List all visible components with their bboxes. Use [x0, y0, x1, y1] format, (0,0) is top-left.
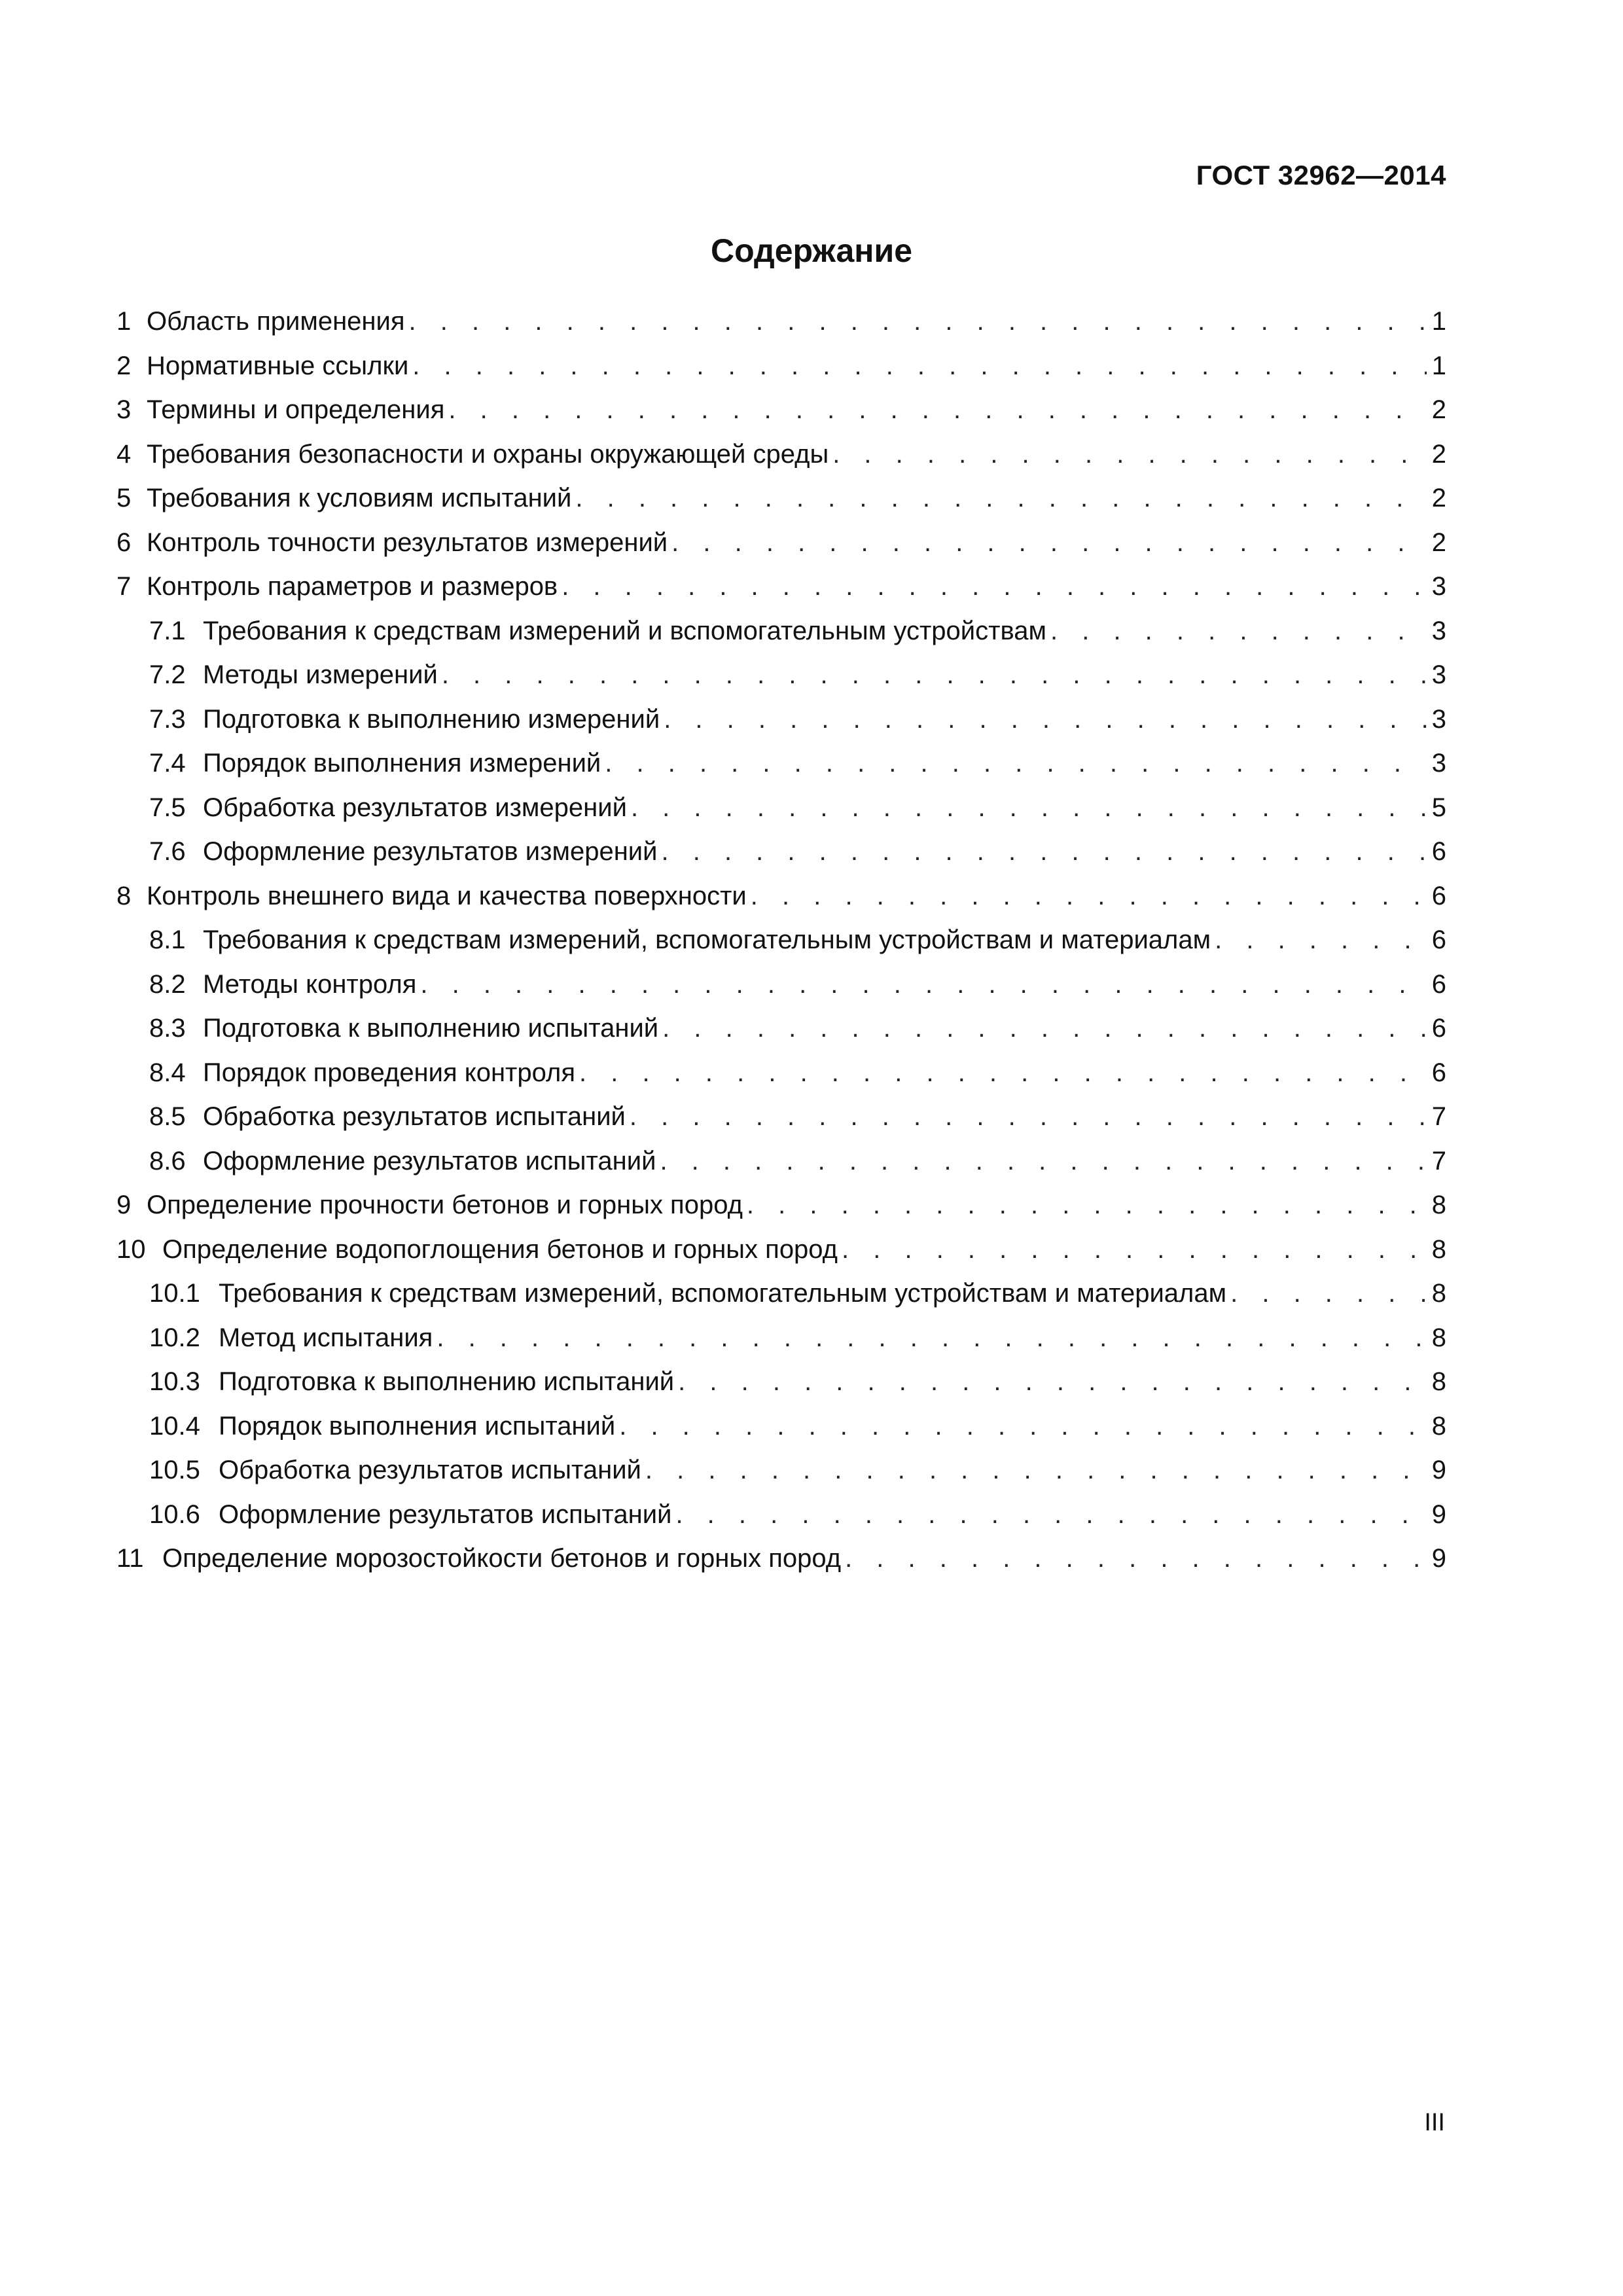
toc-entry-number: 8.4: [149, 1058, 186, 1087]
toc-dot-leader: [409, 300, 1427, 344]
toc-entry-number: 10.1: [149, 1279, 200, 1308]
toc-dot-leader: [448, 388, 1427, 433]
toc-entry-page: 7: [1431, 1146, 1446, 1175]
toc-entry-number: 7.6: [149, 837, 186, 866]
toc-entry-title: Обработка результатов испытаний: [203, 1102, 626, 1131]
toc-entry-number: 7: [116, 572, 132, 601]
toc-dot-leader: [631, 786, 1427, 831]
toc-dot-leader: [437, 1316, 1427, 1361]
toc-entry-title: Методы контроля: [203, 969, 417, 999]
toc-entry-title: Оформление результатов испытаний: [203, 1146, 656, 1175]
toc-entry[interactable]: [116, 1316, 1446, 1361]
toc-entry[interactable]: [116, 1360, 1446, 1405]
toc-entry-page: 3: [1431, 749, 1446, 778]
toc-entry[interactable]: [116, 609, 1446, 654]
toc-dot-leader: [605, 742, 1427, 786]
toc-entry[interactable]: [116, 344, 1446, 389]
toc-entry[interactable]: [116, 433, 1446, 477]
toc-entry[interactable]: [116, 300, 1446, 344]
toc-dot-leader: [845, 1537, 1427, 1581]
toc-entry-number: 7.1: [149, 616, 186, 645]
toc-entry[interactable]: [116, 565, 1446, 609]
toc-entry-title: Подготовка к выполнению испытаний: [203, 1014, 659, 1043]
toc-entry-number: 4: [116, 439, 132, 469]
toc-entry[interactable]: [116, 1405, 1446, 1449]
toc-dot-leader: [645, 1448, 1427, 1493]
toc-entry[interactable]: [116, 1095, 1446, 1139]
toc-entry[interactable]: [116, 1448, 1446, 1493]
toc-entry-number: 3: [116, 395, 132, 424]
toc-entry-title: Термины и определения: [147, 395, 445, 424]
toc-entry-title: Порядок выполнения испытаний: [219, 1411, 616, 1441]
toc-entry-number: 8.3: [149, 1014, 186, 1043]
toc-dot-leader: [619, 1405, 1427, 1449]
toc-entry-page: 8: [1431, 1323, 1446, 1352]
toc-entry-number: 7.4: [149, 749, 186, 778]
toc-entry[interactable]: [116, 874, 1446, 919]
toc-dot-leader: [751, 874, 1427, 919]
toc-entry[interactable]: [116, 1228, 1446, 1272]
toc-entry-title: Определение морозостойкости бетонов и горных пород: [162, 1544, 842, 1573]
toc-entry[interactable]: [116, 742, 1446, 786]
toc-entry-title: Обработка результатов измерений: [203, 793, 627, 822]
toc-entry[interactable]: [116, 476, 1446, 521]
toc-entry-page: 9: [1431, 1456, 1446, 1484]
toc-entry-page: 2: [1431, 484, 1446, 512]
toc-dot-leader: [630, 1095, 1427, 1139]
toc-entry[interactable]: [116, 698, 1446, 742]
toc-entry-page: 8: [1431, 1279, 1446, 1308]
toc-entry[interactable]: [116, 918, 1446, 963]
toc-entry-number: 8.1: [149, 925, 186, 954]
toc-entry-title: Подготовка к выполнению испытаний: [219, 1367, 675, 1396]
toc-entry-page: 1: [1431, 307, 1446, 336]
toc-entry[interactable]: [116, 653, 1446, 698]
toc-entry[interactable]: [116, 1139, 1446, 1184]
toc-dot-leader: [1050, 609, 1427, 654]
toc-entry-title: Подготовка к выполнению измерений: [203, 704, 660, 734]
table-of-contents: [116, 300, 1446, 1581]
toc-entry-number: 6: [116, 528, 132, 557]
toc-entry-number: 11: [116, 1544, 144, 1573]
toc-dot-leader: [660, 1139, 1427, 1184]
toc-entry[interactable]: [116, 388, 1446, 433]
toc-dot-leader: [678, 1360, 1427, 1405]
toc-entry-number: 8.2: [149, 969, 186, 999]
toc-entry-number: 5: [116, 484, 132, 512]
toc-dot-leader: [664, 698, 1427, 742]
toc-entry-number: 10.4: [149, 1411, 200, 1441]
toc-entry-page: 8: [1431, 1191, 1446, 1219]
toc-entry-title: Оформление результатов измерений: [203, 837, 658, 866]
toc-entry-page: 6: [1431, 881, 1446, 910]
toc-entry-page: 6: [1431, 837, 1446, 866]
toc-entry-number: 10.3: [149, 1367, 200, 1396]
toc-entry-number: 10.2: [149, 1323, 200, 1352]
toc-entry[interactable]: [116, 1272, 1446, 1316]
toc-entry-page: 6: [1431, 1014, 1446, 1043]
toc-entry-page: 6: [1431, 925, 1446, 954]
toc-entry-page: 8: [1431, 1367, 1446, 1396]
toc-entry-title: Контроль точности результатов измерений: [147, 528, 668, 557]
toc-entry-title: Контроль параметров и размеров: [147, 572, 558, 601]
toc-entry-number: 8.6: [149, 1146, 186, 1175]
toc-entry[interactable]: [116, 786, 1446, 831]
toc-dot-leader: [662, 1007, 1427, 1051]
toc-dot-leader: [671, 521, 1427, 565]
toc-entry-page: 5: [1431, 793, 1446, 822]
toc-entry[interactable]: [116, 1007, 1446, 1051]
toc-entry-number: 1: [116, 307, 132, 336]
toc-entry[interactable]: [116, 521, 1446, 565]
toc-entry[interactable]: [116, 1537, 1446, 1581]
toc-entry-number: 8.5: [149, 1102, 186, 1131]
toc-dot-leader: [579, 1051, 1427, 1096]
toc-entry-number: 10.6: [149, 1499, 200, 1529]
toc-entry-page: 2: [1431, 439, 1446, 469]
toc-entry-page: 1: [1431, 351, 1446, 380]
toc-entry-title: Требования к условиям испытаний: [147, 484, 572, 512]
toc-entry-title: Требования безопасности и охраны окружающей среды: [147, 439, 829, 469]
toc-entry-title: Требования к средствам измерений, вспомогательным устройствам и материалам: [203, 925, 1211, 954]
document-standard-code: ГОСТ 32962—2014: [1196, 160, 1446, 190]
toc-dot-leader: [442, 653, 1427, 698]
toc-dot-leader: [1230, 1272, 1427, 1316]
toc-entry-title: Требования к средствам измерений, вспомогательным устройствам и материалам: [219, 1279, 1227, 1308]
toc-entry-page: 8: [1431, 1234, 1446, 1264]
toc-entry-page: 6: [1431, 1058, 1446, 1087]
toc-entry-page: 8: [1431, 1411, 1446, 1441]
toc-entry-title: Требования к средствам измерений и вспомогательным устройствам: [203, 616, 1046, 645]
toc-entry-number: 7.5: [149, 793, 186, 822]
toc-title: Содержание: [710, 232, 913, 269]
toc-entry-title: Контроль внешнего вида и качества поверхности: [147, 881, 747, 910]
toc-entry-page: 3: [1431, 704, 1446, 734]
page-number: III: [1424, 2109, 1445, 2136]
toc-entry-title: Методы измерений: [203, 660, 438, 689]
toc-entry-title: Обработка результатов испытаний: [219, 1456, 641, 1484]
toc-entry-title: Определение водопоглощения бетонов и горных пород: [162, 1234, 838, 1264]
toc-entry-number: 9: [116, 1191, 132, 1219]
toc-entry-title: Определение прочности бетонов и горных пород: [147, 1191, 743, 1219]
toc-entry-title: Нормативные ссылки: [147, 351, 409, 380]
toc-entry[interactable]: [116, 1051, 1446, 1096]
toc-dot-leader: [575, 476, 1427, 521]
toc-dot-leader: [662, 830, 1427, 874]
toc-entry-page: 3: [1431, 660, 1446, 689]
toc-dot-leader: [1215, 918, 1427, 963]
toc-entry-number: 7.2: [149, 660, 186, 689]
toc-dot-leader: [675, 1493, 1427, 1537]
toc-entry-number: 7.3: [149, 704, 186, 734]
toc-entry-page: 7: [1431, 1102, 1446, 1131]
toc-entry-title: Порядок выполнения измерений: [203, 749, 601, 778]
toc-entry[interactable]: [116, 1183, 1446, 1228]
toc-entry-page: 2: [1431, 395, 1446, 424]
toc-entry-page: 2: [1431, 528, 1446, 557]
toc-dot-leader: [562, 565, 1427, 609]
toc-dot-leader: [747, 1183, 1427, 1228]
toc-entry-page: 9: [1431, 1544, 1446, 1573]
toc-entry-title: Метод испытания: [219, 1323, 433, 1352]
toc-dot-leader: [412, 344, 1427, 389]
toc-entry-page: 3: [1431, 572, 1446, 601]
toc-entry[interactable]: [116, 830, 1446, 874]
toc-entry-number: 2: [116, 351, 132, 380]
toc-entry-page: 6: [1431, 969, 1446, 999]
toc-entry-title: Оформление результатов испытаний: [219, 1499, 672, 1529]
toc-entry-title: Область применения: [147, 307, 405, 336]
toc-dot-leader: [420, 963, 1427, 1007]
toc-dot-leader: [842, 1228, 1427, 1272]
toc-entry-title: Порядок проведения контроля: [203, 1058, 575, 1087]
toc-entry[interactable]: [116, 1493, 1446, 1537]
toc-dot-leader: [832, 433, 1427, 477]
toc-entry[interactable]: [116, 963, 1446, 1007]
toc-entry-page: 9: [1431, 1499, 1446, 1529]
toc-entry-number: 10.5: [149, 1456, 200, 1484]
toc-entry-page: 3: [1431, 616, 1446, 645]
toc-entry-number: 10: [116, 1234, 146, 1264]
toc-entry-number: 8: [116, 881, 132, 910]
